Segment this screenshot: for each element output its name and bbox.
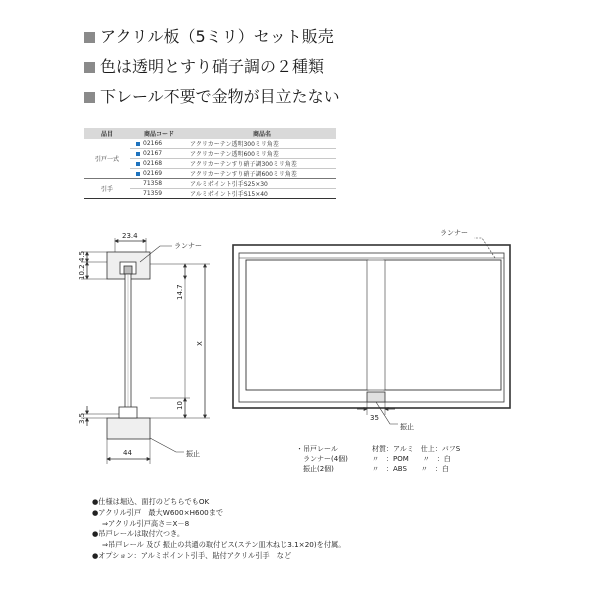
name-cell: アクリカーテン透明600ミリ角差 xyxy=(188,149,336,159)
runner-label: ランナー xyxy=(174,242,202,250)
runner-label: ランナー xyxy=(440,229,468,237)
material-part: 振止(2個) xyxy=(296,465,334,473)
acrylic-panel-right xyxy=(384,260,501,390)
stopper-label: 振止 xyxy=(186,450,200,458)
material-part: ・吊戸レール xyxy=(296,445,338,453)
runner-wheel xyxy=(124,266,132,274)
materials-spec xyxy=(296,444,461,473)
feature-text: アクリル板（5ミリ）セット販売 xyxy=(100,27,334,46)
front-stopper xyxy=(367,392,385,402)
material-part: ランナー(4個) xyxy=(296,455,348,463)
note-item: ●仕様は堀込、面打のどちらでもOK xyxy=(92,497,210,506)
dim-label: 35 xyxy=(370,414,379,422)
code-cell: 71359 xyxy=(130,189,188,199)
dim-label: 14.7 xyxy=(176,284,184,300)
category-cell: 引戸一式 xyxy=(84,139,130,179)
code-cell: 02166 xyxy=(130,139,188,149)
name-cell: アクリカーテンすり硝子調600ミリ角差 xyxy=(188,169,336,179)
acrylic-panel-left xyxy=(246,260,368,390)
stopper-block xyxy=(107,418,150,439)
name-cell: アルミポイント引手S25×30 xyxy=(188,179,336,189)
note-item: ●アクリル引戸 最大W600×H600まで xyxy=(92,507,224,517)
dim-label: 10.2 xyxy=(78,264,86,280)
code-cell: 71358 xyxy=(130,179,188,189)
dim-label: 3.5 xyxy=(78,412,86,424)
note-item: ●吊戸レールは取付穴つき。 xyxy=(92,529,185,539)
section-drawing xyxy=(81,238,210,464)
dim-label: 4.5 xyxy=(78,250,86,262)
code-cell: 02169 xyxy=(130,169,188,179)
material-spec: 〃 ：POM 〃 ：白 xyxy=(372,455,451,463)
name-cell: アルミポイント引手S15×40 xyxy=(188,189,336,199)
column-header-code: 商品コード xyxy=(130,128,188,139)
column-header-category: 品目 xyxy=(84,128,130,139)
column-header-name: 商品名 xyxy=(188,128,336,139)
note-item: ●オプション：アルミポイント引手、貼付アクリル引手 など xyxy=(92,550,292,560)
stopper-label: 振止 xyxy=(400,423,414,431)
notes xyxy=(92,497,345,562)
name-cell: アクリカーテン透明300ミリ角差 xyxy=(188,139,336,149)
material-spec: 材質：アルミ 仕上：バフS xyxy=(372,445,461,453)
name-cell: アクリカーテンすり硝子調300ミリ角差 xyxy=(188,159,336,169)
feature-text: 色は透明とすり硝子調の２種類 xyxy=(100,57,325,76)
stopper-guide xyxy=(119,407,137,418)
dim-label: 10 xyxy=(176,401,184,410)
category-cell: 引手 xyxy=(84,179,130,199)
material-spec: 〃 ：ABS 〃 ：白 xyxy=(372,465,449,473)
code-cell: 02168 xyxy=(130,159,188,169)
note-item: ⇒アクリル引戸高さ＝X－8 xyxy=(102,518,190,528)
front-drawing xyxy=(233,238,510,424)
note-item: ⇒吊戸レール 及び 振止の共通の取付ビス(ステン皿木ねじ3.1×20)を付属。 xyxy=(102,540,346,550)
panel-overlap xyxy=(367,260,385,390)
code-cell: 02167 xyxy=(130,149,188,159)
feature-text: 下レール不要で金物が目立たない xyxy=(100,87,340,106)
dim-label: 23.4 xyxy=(122,232,138,240)
dim-label: 44 xyxy=(123,449,132,457)
dim-label: X xyxy=(196,341,204,346)
